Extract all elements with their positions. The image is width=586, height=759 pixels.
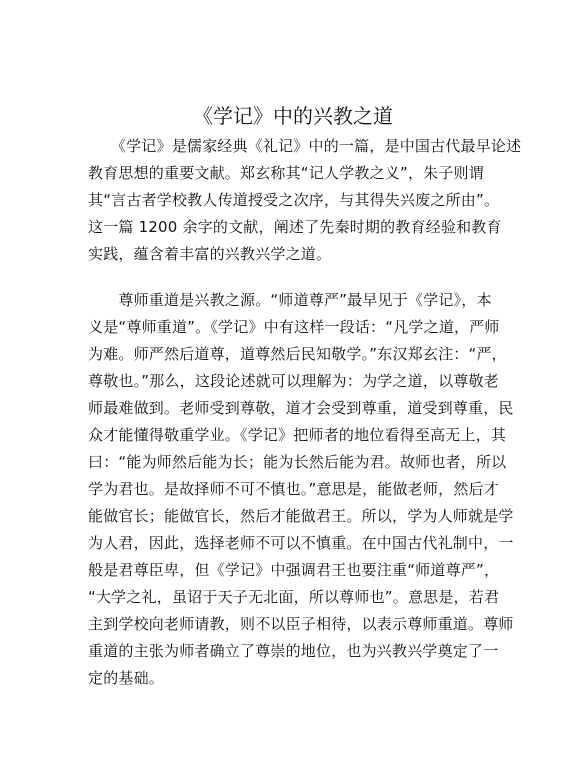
paragraph-gap — [88, 268, 508, 287]
paragraph-line: 《学记》是儒家经典《礼记》中的一篇，是中国古代最早论述 — [88, 137, 522, 155]
paragraph-line: 众才能懂得敬重学业。《学记》把师者的地位看得至高无上，其 — [88, 426, 507, 444]
paragraph-line: 尊敬也。”那么，这段论述就可以理解为：为学之道，以尊敬老 — [88, 372, 499, 390]
document-title: 《学记》中的兴教之道 — [193, 104, 393, 128]
paragraph-line: 主到学校向老师请教，则不以臣子相待，以表示尊师重道。尊师 — [88, 615, 514, 633]
paragraph-line: 能做官长；能做官长，然后才能做君王。所以，学为人师就是学 — [88, 507, 514, 525]
paragraph-line: 实践，蕴含着丰富的兴教兴学之道。 — [88, 245, 332, 263]
paragraph-line: 义是“尊师重道”。《学记》中有这样一段话：“凡学之道，严师 — [88, 318, 500, 336]
paragraph — [88, 133, 522, 268]
paragraph-line: 这一篇 1200 余字的文献，阐述了先秦时期的教育经验和教育 — [88, 218, 502, 236]
paragraph-line: 教育思想的重要文献。郑玄称其“记人学教之义”，朱子则谓 — [88, 164, 484, 182]
paragraph-line: 重道的主张为师者确立了尊崇的地位，也为兴教兴学奠定了一 — [88, 642, 499, 660]
paragraph-line: 师最难做到。老师受到尊敬，道才会受到尊重，道受到尊重，民 — [88, 399, 514, 417]
paragraph-line: 曰：“能为师然后能为长；能为长然后能为君。故师也者，所以 — [88, 453, 507, 471]
paragraph-line: 为人君，因此，选择老师不可以不慎重。在中国古代礼制中，一 — [88, 534, 514, 552]
paragraph-line: 尊师重道是兴教之源。“师道尊严”最早见于《学记》，本 — [88, 291, 492, 309]
paragraph — [88, 287, 514, 692]
paragraph-line: 定的基础。 — [88, 669, 165, 687]
document-body — [88, 133, 522, 692]
paragraph-line: 般是君尊臣卑，但《学记》中强调君王也要注重“师道尊严”， — [88, 561, 500, 579]
paragraph-line: 学为君也。是故择师不可不慎也。”意思是，能做老师，然后才 — [88, 480, 499, 498]
paragraph-line: “大学之礼，虽诏于天子无北面，所以尊师也”。意思是，若君 — [88, 588, 500, 606]
paragraph-line: 其“言古者学校教人传道授受之次序，与其得失兴废之所由”。 — [88, 191, 500, 209]
paragraph-line: 为难。师严然后道尊，道尊然后民知敬学。”东汉郑玄注：“严， — [88, 345, 507, 363]
